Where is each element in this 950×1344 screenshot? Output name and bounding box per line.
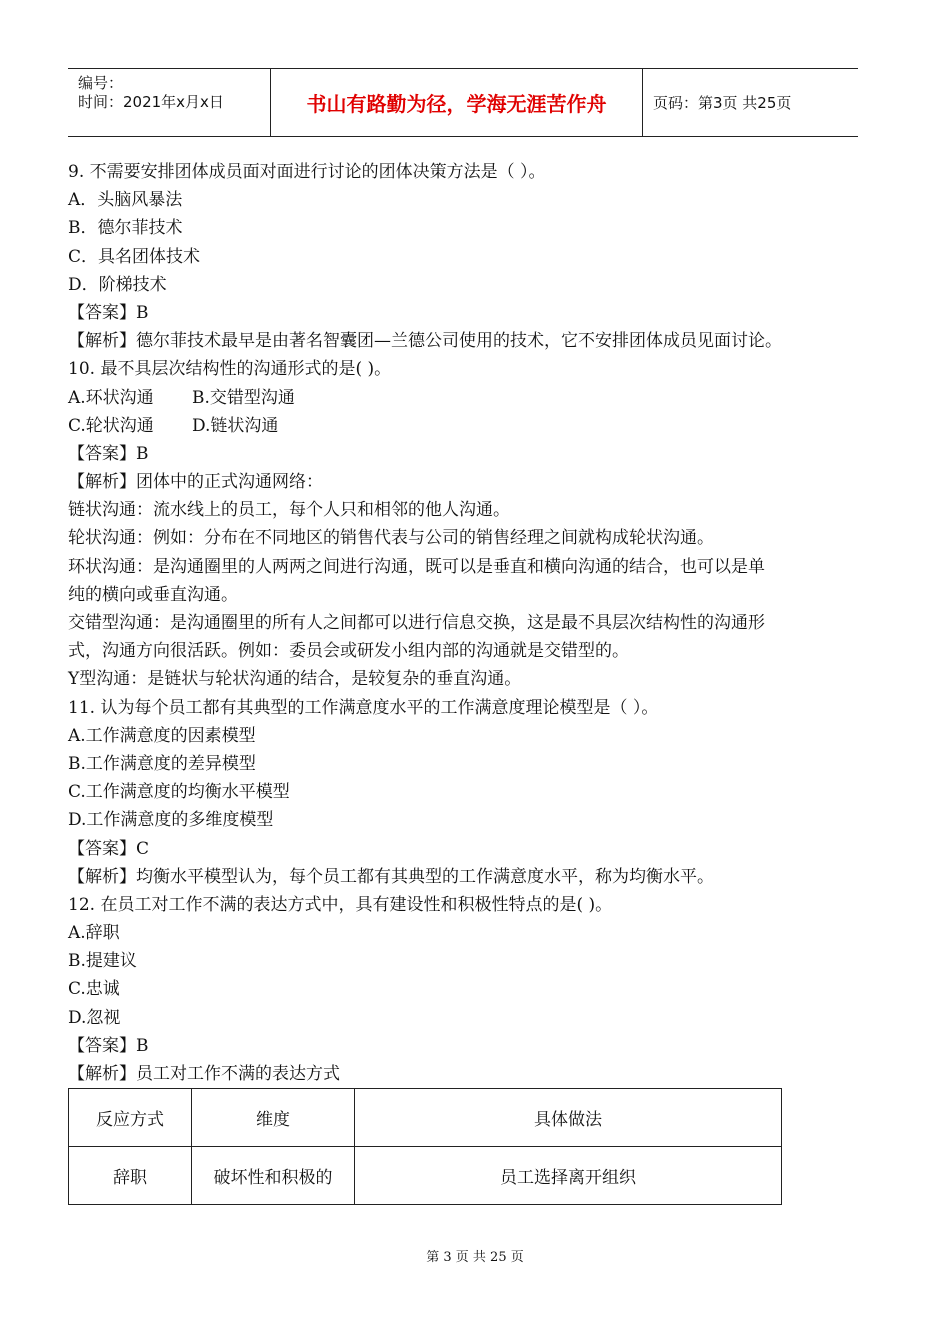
q10-detail-circle-1: 环状沟通：是沟通圈里的人两两之间进行沟通，既可以是垂直和横向沟通的结合，也可以是单 (68, 556, 765, 577)
q10-option-b: B.交错型沟通 (192, 387, 295, 408)
q12-option-b: B.提建议 (68, 951, 137, 972)
q10-option-d: D.链状沟通 (192, 415, 279, 436)
document-body (68, 158, 868, 1088)
q10-option-c: C.轮状沟通 (68, 415, 154, 436)
question-11: 11. 认为每个员工都有其典型的工作满意度水平的工作满意度理论模型是（ ）。 (68, 697, 659, 718)
q9-option-c: C．具名团体技术 (68, 246, 201, 267)
q10-detail-circle-2: 纯的横向或垂直沟通。 (68, 584, 238, 605)
q11-option-d: D.工作满意度的多维度模型 (68, 810, 274, 831)
q12-option-d: D.忽视 (68, 1007, 121, 1028)
q11-option-b: B.工作满意度的差异模型 (68, 753, 256, 774)
table-header-cell: 具体做法 (355, 1089, 782, 1147)
header-motto: 书山有路勤为径，学海无涯苦作舟 (271, 69, 643, 136)
q10-option-a: A.环状沟通 (68, 387, 154, 408)
q11-option-c: C.工作满意度的均衡水平模型 (68, 782, 290, 803)
q9-answer: 【答案】B (68, 302, 149, 323)
q12-option-c: C.忠诚 (68, 979, 120, 1000)
q10-detail-allchannel-2: 式，沟通方向很活跃。例如：委员会或研发小组内部的沟通就是交错型的。 (68, 641, 629, 662)
number-label: 编号： (78, 74, 124, 92)
q11-option-a: A.工作满意度的因素模型 (68, 725, 256, 746)
q10-detail-chain: 链状沟通：流水线上的员工，每个人只和相邻的他人沟通。 (68, 500, 510, 521)
header-page-info: 页码：第3页 共25页 (653, 94, 792, 112)
question-12: 12. 在员工对工作不满的表达方式中，具有建设性和积极性特点的是( )。 (68, 894, 613, 915)
q10-detail-wheel: 轮状沟通：例如：分布在不同地区的销售代表与公司的销售经理之间就构成轮状沟通。 (68, 528, 714, 549)
q9-option-a: A．头脑风暴法 (68, 190, 183, 211)
table-header-cell: 维度 (192, 1089, 355, 1147)
table-cell: 员工选择离开组织 (355, 1147, 782, 1205)
q10-analysis: 【解析】团体中的正式沟通网络： (68, 472, 323, 493)
q10-detail-y: Y型沟通：是链状与轮状沟通的结合，是较复杂的垂直沟通。 (68, 669, 522, 690)
table-cell: 辞职 (69, 1147, 192, 1205)
q10-detail-allchannel-1: 交错型沟通：是沟通圈里的所有人之间都可以进行信息交换，这是最不具层次结构性的沟通形 (68, 613, 765, 633)
header-meta (68, 69, 271, 136)
q12-option-a: A.辞职 (68, 923, 120, 944)
time-label: 时间：2021年x月x日 (78, 93, 224, 111)
table-header-cell: 反应方式 (69, 1089, 192, 1147)
table-row (69, 1147, 782, 1205)
q11-answer: 【答案】C (68, 838, 150, 859)
q12-analysis: 【解析】员工对工作不满的表达方式 (68, 1064, 340, 1084)
q10-answer: 【答案】B (68, 443, 149, 464)
table-header-row (69, 1089, 782, 1147)
q9-option-d: D．阶梯技术 (68, 274, 167, 295)
q12-answer: 【答案】B (68, 1035, 149, 1056)
table-cell: 破坏性和积极的 (192, 1147, 355, 1205)
q9-option-b: B．德尔菲技术 (68, 218, 183, 239)
q10-options-row-2 (68, 412, 868, 440)
q11-analysis: 【解析】均衡水平模型认为，每个员工都有其典型的工作满意度水平，称为均衡水平。 (68, 866, 714, 887)
q9-analysis: 【解析】德尔菲技术最早是由著名智囊团—兰德公司使用的技术，它不安排团体成员见面讨论。 (68, 331, 782, 352)
question-9: 9. 不需要安排团体成员面对面进行讨论的团体决策方法是（ ）。 (68, 162, 546, 182)
page-header (68, 68, 858, 137)
dissatisfaction-table (68, 1088, 782, 1205)
question-10: 10. 最不具层次结构性的沟通形式的是( )。 (68, 359, 392, 380)
q10-options-row-1 (68, 384, 868, 412)
page-footer: 第 3 页 共 25 页 (426, 1250, 524, 1265)
